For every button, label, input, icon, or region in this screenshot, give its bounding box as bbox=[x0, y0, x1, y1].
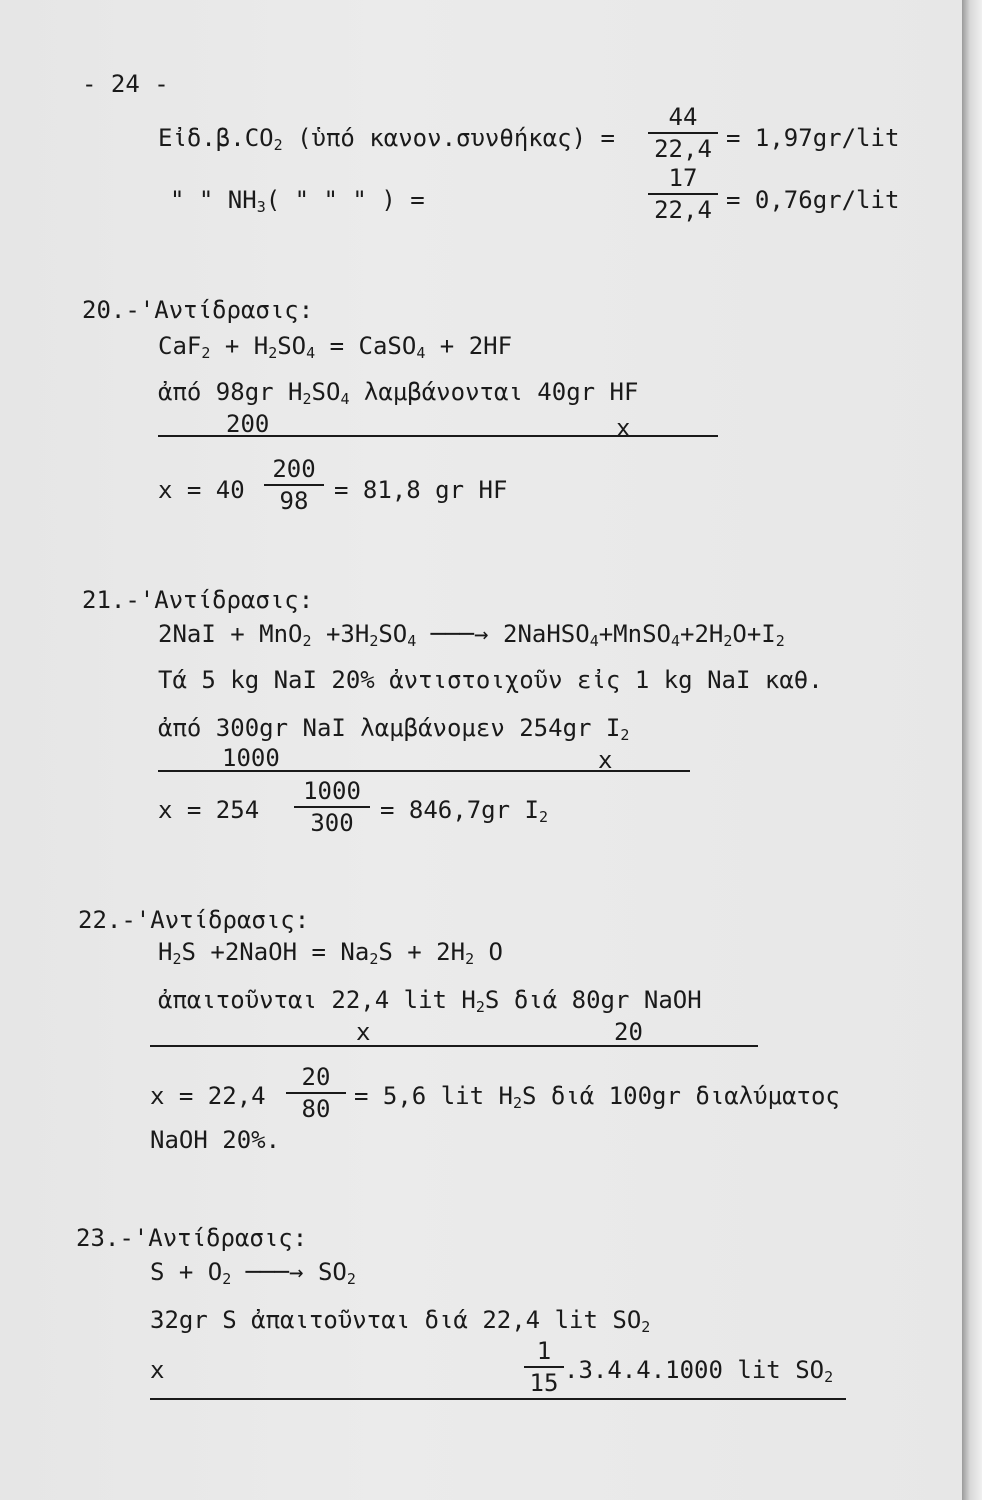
fraction-bar bbox=[286, 1092, 346, 1094]
fraction-numerator: 200 bbox=[272, 455, 316, 483]
fraction-denominator: 22,4 bbox=[654, 196, 712, 224]
s23-proportion-unknown: x bbox=[150, 1356, 165, 1384]
s20-heading: 20.-'Αντίδρασις: bbox=[82, 296, 314, 324]
fraction-denominator: 22,4 bbox=[654, 135, 712, 163]
density-co2-fraction bbox=[648, 104, 718, 162]
s23-proportion-fraction bbox=[524, 1338, 564, 1396]
density-nh3-fraction bbox=[648, 165, 718, 223]
density-nh3-result: = 0,76gr/lit bbox=[726, 186, 900, 214]
s21-proportion-unknown: x bbox=[598, 746, 613, 774]
page-edge-shadow bbox=[962, 0, 982, 1500]
s20-calc-fraction bbox=[264, 456, 324, 514]
s21-proportion-value: 1000 bbox=[222, 744, 280, 772]
s23-proportion-line: 32gr S ἀπαιτοῦνται διά 22,4 lit $SO_2$ bbox=[150, 1306, 651, 1336]
s22-heading: 22.-'Αντίδρασις: bbox=[78, 906, 310, 934]
s22-calc-result: = 5,6 lit $H_2S$ διά 100gr διαλύματος bbox=[354, 1082, 840, 1112]
s21-proportion-line: ἀπό 300gr NaI λαμβάνομεν 254gr $I_2$ bbox=[158, 714, 630, 744]
s22-calc-continuation: NaOH 20%. bbox=[150, 1126, 281, 1154]
fraction-numerator: 44 bbox=[668, 103, 698, 131]
s20-calc-result: = 81,8 gr HF bbox=[334, 476, 508, 504]
s21-conversion-line: Τά 5 kg NaI 20% ἀντιστοιχοῦν εἰς 1 kg NaI καθ. bbox=[158, 666, 823, 694]
s20-proportion-unknown: x bbox=[616, 414, 631, 442]
page-number: - 24 - bbox=[82, 70, 169, 98]
s23-reaction: $S + O_2$ ───→ $SO_2$ bbox=[150, 1258, 356, 1288]
s21-heading: 21.-'Αντίδρασις: bbox=[82, 586, 314, 614]
fraction-denominator: 15 bbox=[529, 1369, 559, 1397]
density-nh3-label: " " $NH_3$( " " " ) = bbox=[170, 186, 425, 216]
density-co2-result: = 1,97gr/lit bbox=[726, 124, 900, 152]
s20-rule bbox=[158, 435, 718, 437]
s21-rule bbox=[158, 770, 690, 772]
s21-calc-left: x = 254 bbox=[158, 796, 260, 824]
fraction-bar bbox=[264, 484, 324, 486]
density-co2-label: $Eἰ\delta.\beta.CO_2$ (ὑπό κανον.συνθήκας) = bbox=[158, 124, 615, 154]
fraction-numerator: 20 bbox=[301, 1063, 331, 1091]
fraction-numerator: 1 bbox=[536, 1337, 552, 1365]
fraction-denominator: 80 bbox=[301, 1095, 331, 1123]
fraction-bar bbox=[524, 1366, 564, 1368]
s20-calc-left: x = 40 bbox=[158, 476, 245, 504]
s22-proportion-line: ἀπαιτοῦνται 22,4 lit $H_2S$ διά 80gr NaOH bbox=[158, 986, 702, 1016]
s20-proportion-line: ἀπό 98gr $H_2SO_4$ λαμβάνονται 40gr HF bbox=[158, 378, 639, 408]
s22-calc-fraction bbox=[286, 1064, 346, 1122]
fraction-bar bbox=[648, 132, 718, 134]
fraction-bar bbox=[648, 193, 718, 195]
s21-calc-fraction bbox=[294, 778, 370, 836]
s23-rule bbox=[150, 1398, 846, 1400]
s22-reaction: $H_2S$ +2NaOH = $Na_2S + 2H_2$ O bbox=[158, 938, 503, 968]
fraction-bar bbox=[294, 806, 370, 808]
s22-proportion-value: 20 bbox=[614, 1018, 643, 1046]
s23-proportion-value: .3.4.4.1000 lit $SO_2$ bbox=[564, 1356, 834, 1386]
fraction-numerator: 17 bbox=[668, 164, 698, 192]
fraction-denominator: 300 bbox=[310, 809, 354, 837]
fraction-denominator: 98 bbox=[279, 487, 309, 515]
s22-calc-left: x = 22,4 bbox=[150, 1082, 266, 1110]
s22-proportion-unknown: x bbox=[356, 1018, 371, 1046]
s21-reaction: $2NaI + MnO_2 +3H_2SO_4$ ───→ $2NaHSO_4+MnSO_4+2H_2O+I_2$ bbox=[158, 620, 785, 650]
fraction-numerator: 1000 bbox=[303, 777, 361, 805]
s21-calc-result: = 846,7gr $I_2$ bbox=[380, 796, 548, 826]
s20-proportion-value: 200 bbox=[226, 410, 270, 438]
s20-reaction: $CaF_2 + H_2SO_4$ = CaSO$_4$ + 2HF bbox=[158, 332, 513, 362]
s23-heading: 23.-'Αντίδρασις: bbox=[76, 1224, 308, 1252]
s22-rule bbox=[150, 1045, 758, 1047]
